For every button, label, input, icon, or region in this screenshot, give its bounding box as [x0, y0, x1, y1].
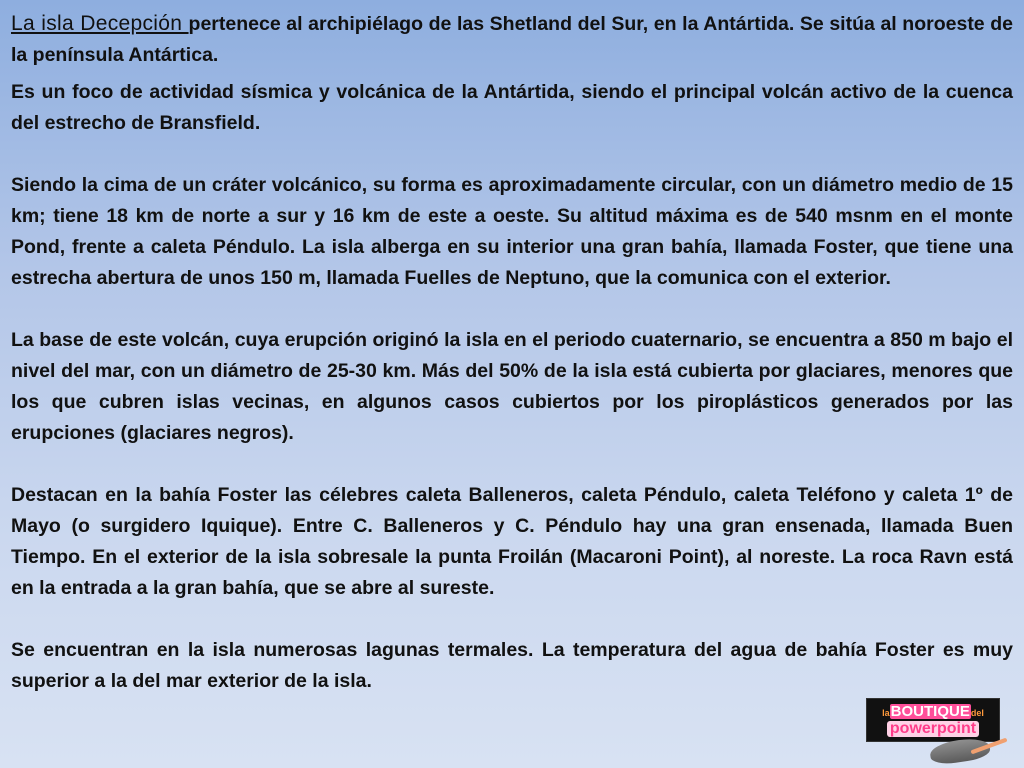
- paragraph-foster-bay: Destacan en la bahía Foster las célebres caleta Balleneros, caleta Péndulo, caleta Teléfono y caleta 1º de Mayo (o surgidero Iquique). Entre C. Balleneros y C. Péndulo hay una gran ensenada, llamada Buen Tiempo. En el exterior de la isla sobresale la punta Froilán (Macaroni Point), al noreste. La roca Ravn está en la entrada a la gran bahía, que se abre al sureste.: [11, 484, 1013, 599]
- paragraph-thermal-lagoons: Se encuentran en la isla numerosas lagunas termales. La temperatura del agua de bahía Foster es muy superior a la del mar exterior de la isla.: [11, 639, 1013, 692]
- paragraph-volcanic-activity: Es un foco de actividad sísmica y volcánica de la Antártida, siendo el principal volcán activo de la cuenca del estrecho de Bransfield.: [11, 81, 1013, 134]
- logo-powerpoint: powerpoint: [887, 721, 979, 737]
- boutique-powerpoint-logo: [866, 698, 1000, 742]
- intro-paragraph: [11, 8, 1013, 71]
- logo-la: la: [882, 707, 890, 718]
- logo-top-row: [882, 704, 984, 719]
- logo-boutique: BOUTIQUE: [890, 702, 970, 720]
- slide-body: [11, 8, 1013, 697]
- logo-del: del: [970, 707, 984, 718]
- paragraph-crater-shape: Siendo la cima de un cráter volcánico, su forma es aproximadamente circular, con un diámetro medio de 15 km; tiene 18 km de norte a sur y 16 km de este a oeste. Su altitud máxima es de 540 msnm en el monte Pond, frente a caleta Péndulo. La isla alberga en su interior una gran bahía, llamada Foster, que tiene una estrecha abertura de unos 150 m, llamada Fuelles de Neptuno, que la comunica con el exterior.: [11, 174, 1013, 289]
- paragraph-volcano-base: La base de este volcán, cuya erupción originó la isla en el periodo cuaternario, se encuentra a 850 m bajo el nivel del mar, con un diámetro de 25-30 km. Más del 50% de la isla está cubierta por glaciares, menores que los que cubren islas vecinas, en algunos casos cubiertos por los piroplásticos generados por las erupciones (glaciares negros).: [11, 329, 1013, 444]
- title-link[interactable]: La isla Decepción: [11, 12, 189, 35]
- intro-text: pertenece al archipiélago de las Shetland del Sur, en la Antártida. Se sitúa al noroeste de la península Antártica.: [11, 13, 1014, 66]
